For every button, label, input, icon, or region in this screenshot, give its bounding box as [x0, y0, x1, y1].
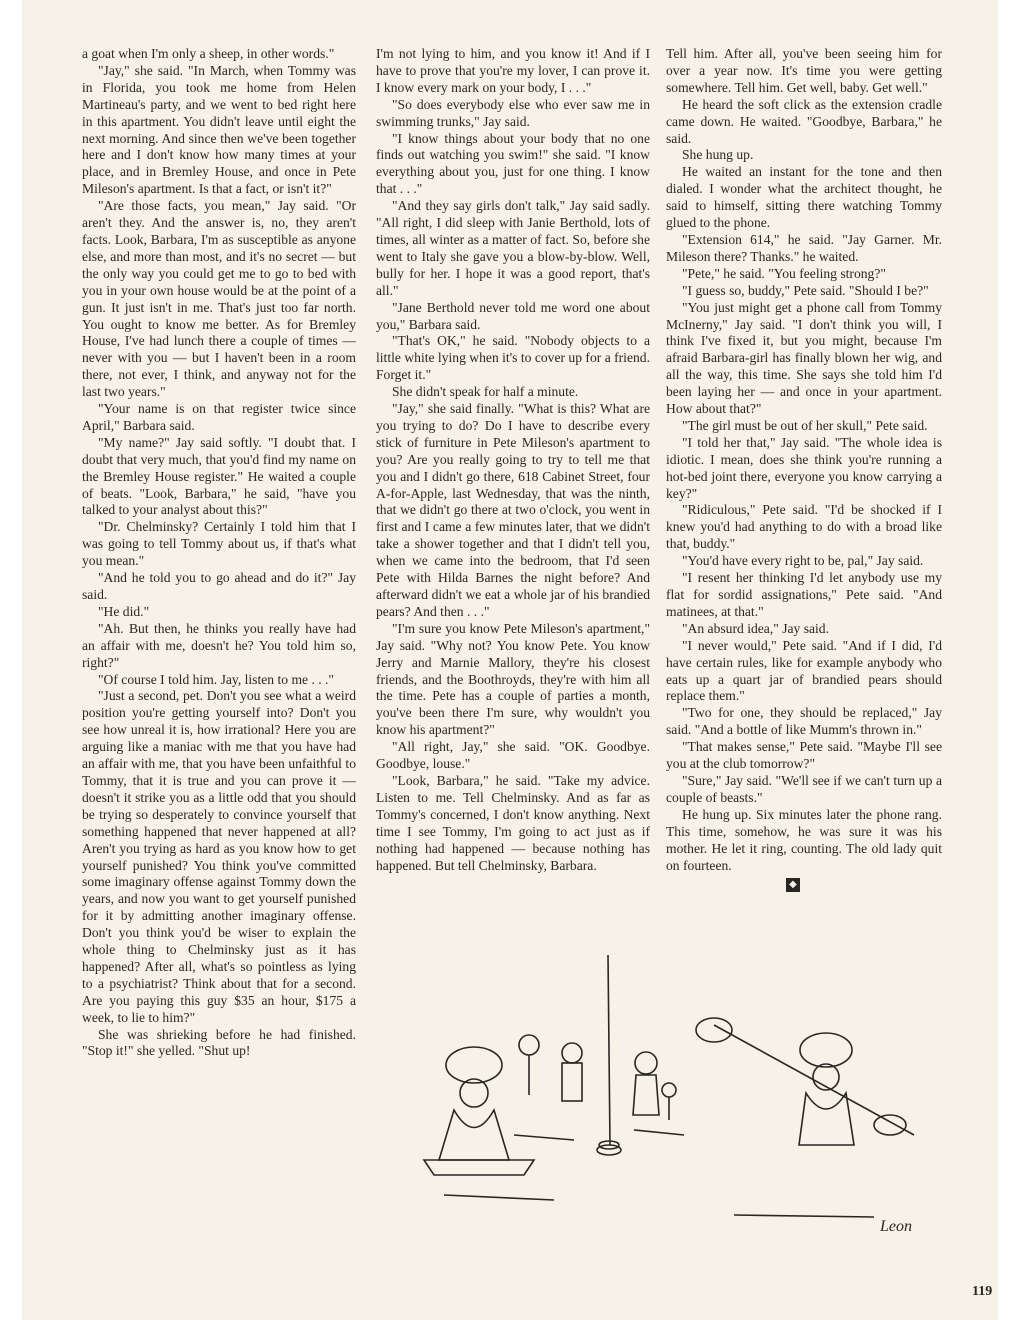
cartoon-net-pole	[714, 1025, 914, 1135]
paragraph: "Two for one, they should be replaced," Jay said. "And a bottle of like Mumm's thrown in."	[666, 705, 942, 738]
paragraph: "That's OK," he said. "Nobody objects to a little white lying when it's to cover up for a friend. Forget it."	[376, 333, 650, 383]
paragraph: She hung up.	[682, 147, 754, 163]
cartoon-mat	[424, 1160, 534, 1175]
paragraph: "Dr. Chelminsky? Certainly I told him that I was going to tell Tommy about us, if that's what you mean."	[82, 519, 356, 569]
text-column-3	[666, 46, 942, 892]
paragraph: "Look, Barbara," he said. "Take my advice. Listen to me. Tell Chelminsky. And as far as Tommy's concerned, I don't know anything. Next time I see Tommy, I'm going to act just as if nothing had happened — because nothing has happened. But tell Chelminsky, Barbara.	[376, 772, 650, 873]
paragraph: "I told her that," Jay said. "The whole idea is idiotic. I mean, does she think you're running a hot-bed joint there, everyone you know carrying a key?"	[666, 434, 942, 501]
paragraph: "He did."	[98, 603, 150, 619]
cartoon-turban-2	[800, 1033, 852, 1067]
paragraph: a goat when I'm only a sheep, in other words."	[82, 46, 335, 61]
paragraph: "Jane Berthold never told me word one about you," Barbara said.	[376, 299, 650, 332]
paragraph: "Ridiculous," Pete said. "I'd be shocked if I knew you'd had anything to do with a broad like that, buddy."	[666, 502, 942, 552]
paragraph: Tell him. After all, you've been seeing him for over a year now. It's time you were getting somewhere. Tell him. Get well, baby. Get well."	[666, 46, 942, 95]
page-number: 119	[972, 1284, 993, 1299]
paragraph: "The girl must be out of her skull," Pete said.	[682, 417, 928, 433]
paragraph: "My name?" Jay said softly. "I doubt that. I doubt that very much, that you'd find my name on the Bremley House register." He waited a couple of beats. "Look, Barbara," he said, "have you talked to your analyst about this?"	[82, 434, 356, 518]
text-column-2	[376, 46, 650, 874]
paragraph: "I guess so, buddy," Pete said. "Should I be?"	[682, 282, 929, 298]
cartoon-pole	[608, 955, 610, 1145]
cartoon-signature: Leon	[880, 1218, 912, 1235]
paragraph: "That makes sense," Pete said. "Maybe I'll see you at the club tomorrow?"	[666, 739, 942, 772]
paragraph: "Jay," she said. "In March, when Tommy was in Florida, you took me home from Helen Martineau's party, and we went to bed right here in this apartment. You didn't leave until eight the next morning. And since then we've been together here and I don't know how many times at your place, and in Bremley House, and once in Pete Mileson's apartment. Is that a fact, or isn't it?"	[82, 62, 356, 197]
text-column-1	[82, 46, 356, 1060]
paragraph: "You just might get a phone call from Tommy McInerny," Jay said. "I don't think you will, I think I've fixed it, but you might, because I'm afraid Barbara-girl has finally blown her wig, and all the way, this time. She says she told him I'd been laying her — and once in your apartment. How about that?"	[666, 299, 942, 417]
cartoon-turban	[446, 1047, 502, 1083]
paragraph: "So does everybody else who ever saw me in swimming trunks," Jay said.	[376, 96, 650, 129]
paragraph: "Sure," Jay said. "We'll see if we can't turn up a couple of beasts."	[666, 772, 942, 805]
paragraph: "And they say girls don't talk," Jay said sadly. "All right, I did sleep with Janie Berthold, lots of times, all winter as a matter of fact. So, before she went to Italy she gave you a blow-by-blow. Well, bully for her. I hope it was a good report, that's all."	[376, 198, 650, 298]
paragraph: "I never would," Pete said. "And if I did, I'd have certain rules, like for example anybody who eats up a quart jar of brandied pears should replace them."	[666, 637, 942, 704]
paragraph: "I know things about your body that no one finds out watching you swim!" she said. "I know everything about you, just for one thing. I know that . . ."	[376, 130, 650, 197]
magazine-page	[22, 0, 998, 1320]
paragraph: "Your name is on that register twice since April," Barbara said.	[82, 401, 356, 433]
paragraph: She was shrieking before he had finished. "Stop it!" she yelled. "Shut up!	[82, 1026, 356, 1059]
paragraph: He hung up. Six minutes later the phone rang. This time, somehow, he was sure it was his mother. He let it ring, counting. The old lady quit on fourteen.	[666, 806, 942, 873]
paragraph: He heard the soft click as the extension cradle came down. He waited. "Goodbye, Barbara," he said.	[666, 96, 942, 146]
paragraph: "Extension 614," he said. "Jay Garner. Mr. Mileson there? Thanks." he waited.	[666, 231, 942, 264]
cartoon-net	[696, 1018, 732, 1042]
end-of-story-icon: ◆	[786, 878, 800, 892]
paragraph: "You'd have every right to be, pal," Jay said.	[682, 553, 924, 569]
paragraph: I'm not lying to him, and you know it! And if I have to prove that you're my lover, I can prove it. I know every mark on your body, I . . ."	[376, 46, 650, 95]
paragraph: "All right, Jay," she said. "OK. Goodbye. Goodbye, louse."	[376, 739, 650, 772]
paragraph: "An absurd idea," Jay said.	[682, 620, 830, 636]
cartoon-illustration	[414, 945, 944, 1245]
paragraph: "Ah. But then, he thinks you really have had an affair with me, doesn't he? You told him so, right?"	[82, 620, 356, 670]
paragraph: "And he told you to go ahead and do it?" Jay said.	[82, 570, 356, 602]
paragraph: "Just a second, pet. Don't you see what a weird position you're getting yourself into? Don't you see how unreal it is, how irrational? Here you are arguing like a maniac with me that you have had an affair with me, that you have been unfaithful to Tommy, that it is true and you can prove it — doesn't it strike you as a little odd that you should be trying so desperately to convince yourself that something happened that never happened at all? Aren't you trying as hard as you know how to get yourself punished? You think you've committed some imaginary offense against Tommy down the years, and now you want to get yourself punished for it by admitting another imaginary offense. Don't you think you'd be wiser to explain the whole thing to Chelminsky just as it has happened? After all, what's so pointless as lying to a psychiatrist? Think about that for a second. Are you paying this guy $35 an hour, $175 a week, to lie to him?"	[82, 688, 356, 1025]
paragraph: "Jay," she said finally. "What is this? What are you trying to do? Do I have to describe every stick of furniture in Pete Mileson's apartment to you? Are you really going to try to tell me that you and I didn't go there, 618 Cabinet Street, four A-for-Apple, last Wednesday, that was the ninth, that we didn't go there at two o'clock, you went in first and I came a few minutes later, that we didn't take a shower together and that I didn't tell you, when we came into the bedroom, that I'd seen Pete with Hilda Barnes the night before? And afterward didn't we eat a whole jar of his brandied pears? And then . . ."	[376, 401, 650, 619]
paragraph: "Are those facts, you mean," Jay said. "Or aren't they. And the answer is, no, they aren't facts. Look, Barbara, I'm as susceptible as anyone else, and more than most, and it's no secret — but the only way you could get me to go to bed with you in your own house would be at the point of a gun. It just isn't in me. That's just too far north. You ought to know me better. As for Bremley House, I've had lunch there a couple of times — never with you — but I haven't been in a room there, not ever, I think, and anyway not for the last two years."	[82, 198, 356, 400]
paragraph: She didn't speak for half a minute.	[392, 384, 579, 400]
paragraph: "I resent her thinking I'd let anybody use my flat for sordid assignations," Pete said. "And matinees, at that."	[666, 570, 942, 619]
paragraph: "I'm sure you know Pete Mileson's apartment," Jay said. "Why not? You know Pete. You know Jerry and Marnie Mallory, they're his closest friends, and the Boothroyds, they're with him all the time. Pete has a couple of parties a month, you've been there I'm sure, why wouldn't you know his apartment?"	[376, 620, 650, 738]
paragraph: "Pete," he said. "You feeling strong?"	[682, 265, 886, 281]
cartoon-fakir-body	[439, 1110, 509, 1160]
column-3-paragraphs	[666, 46, 942, 874]
paragraph: "Of course I told him. Jay, listen to me . . ."	[98, 671, 334, 687]
paragraph: He waited an instant for the tone and then dialed. I wonder what the architect thought, he said to himself, sitting there watching Tommy glued to the phone.	[666, 164, 942, 231]
